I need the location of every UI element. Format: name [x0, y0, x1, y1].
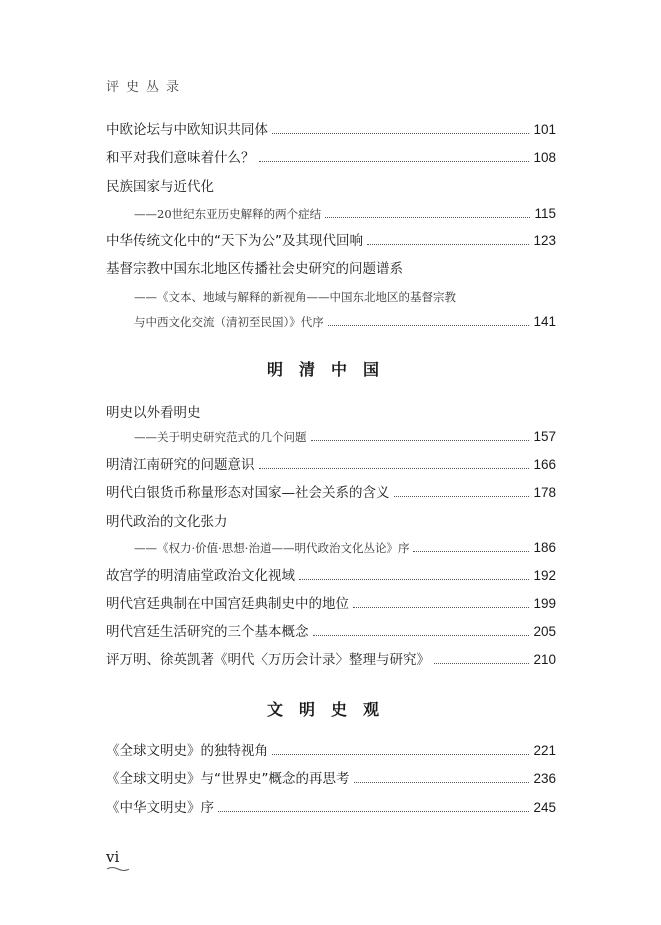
leader-dots: [313, 635, 530, 636]
toc-entry-title: ——《权力·价值·思想·治道——明代政治文化丛论》序: [134, 541, 410, 555]
leader-dots: [325, 217, 530, 218]
toc-entry-page: 108: [533, 150, 556, 165]
toc-entry[interactable]: [106, 769, 556, 789]
leader-dots: [367, 244, 529, 245]
leader-dots: [394, 496, 530, 497]
leader-dots: [353, 607, 529, 608]
toc-entry[interactable]: [106, 622, 556, 642]
toc-entry-title: 民族国家与近代化: [106, 179, 214, 195]
toc-entry-title: 明代宫廷生活研究的三个基本概念: [106, 624, 309, 640]
toc-entry[interactable]: [106, 403, 556, 423]
leader-dots: [311, 440, 530, 441]
toc-entry-title: 明史以外看明史: [106, 405, 201, 421]
leader-dots: [413, 551, 529, 552]
leader-dots: [259, 468, 530, 469]
leader-dots: [354, 782, 530, 783]
leader-dots: [328, 325, 530, 326]
toc-subentry[interactable]: [134, 312, 556, 332]
toc-entry-title: ——20世纪东亚历史解释的两个症结: [134, 207, 322, 221]
leader-dots: [299, 579, 529, 580]
toc-entry-page: 186: [533, 540, 556, 555]
leader-dots: [272, 754, 529, 755]
toc-entry-title: 《全球文明史》的独特视角: [106, 743, 268, 759]
toc-entry[interactable]: [106, 455, 556, 475]
toc-entry-page: 101: [533, 122, 556, 137]
toc-entry-page: 178: [533, 485, 556, 500]
toc-entry-title: 基督宗教中国东北地区传播社会史研究的问题谱系: [106, 261, 403, 277]
toc-entry-title: 和平对我们意味着什么？: [106, 150, 255, 166]
toc-subentry[interactable]: [134, 427, 556, 447]
toc-entry-page: 115: [534, 206, 556, 221]
toc-entry-title: 明代白银货币称量形态对国家—社会关系的含义: [106, 485, 390, 501]
toc-entry-page: 166: [533, 457, 556, 472]
toc-entry[interactable]: [106, 798, 556, 818]
toc-entry[interactable]: [106, 177, 556, 197]
toc-subentry[interactable]: [134, 204, 556, 224]
toc-entry-page: 221: [533, 743, 556, 758]
toc-entry-page: 192: [533, 568, 556, 583]
toc-entry-title: 中华传统文化中的“天下为公”及其现代回响: [106, 233, 363, 249]
toc-entry-title: 中欧论坛与中欧知识共同体: [106, 122, 268, 138]
toc-entry-page: 245: [533, 800, 556, 815]
page-number: vi: [106, 848, 120, 866]
toc-entry-page: 157: [533, 429, 556, 444]
toc-entry[interactable]: [106, 120, 556, 140]
toc-entry-title: 评万明、徐英凯著《明代〈万历会计录〉整理与研究》: [106, 652, 430, 668]
toc-entry-page: 199: [533, 596, 556, 611]
toc-entry-title: ——关于明史研究范式的几个问题: [134, 430, 307, 444]
toc-subentry[interactable]: [134, 538, 556, 558]
toc-entry[interactable]: [106, 259, 556, 279]
toc-entry-title: 明清江南研究的问题意识: [106, 457, 255, 473]
toc-entry[interactable]: [106, 483, 556, 503]
page-number-ornament: [106, 866, 130, 872]
toc-entry[interactable]: [106, 594, 556, 614]
toc-entry[interactable]: [106, 741, 556, 761]
toc-entry-title: ——《文本、地域与解释的新视角——中国东北地区的基督宗教: [134, 290, 456, 304]
toc-entry-page: 236: [533, 771, 556, 786]
leader-dots: [434, 663, 529, 664]
toc-entry[interactable]: [106, 512, 556, 532]
toc-entry-page: 123: [533, 233, 556, 248]
toc-subentry[interactable]: [134, 287, 556, 307]
toc-entry[interactable]: [106, 650, 556, 670]
toc-entry-page: 141: [533, 314, 556, 329]
toc-entry-page: 210: [533, 652, 556, 667]
leader-dots: [259, 161, 530, 162]
toc-entry[interactable]: [106, 566, 556, 586]
toc-entry-page: 205: [533, 624, 556, 639]
toc-entry-title: 《全球文明史》与“世界史”概念的再思考: [106, 771, 350, 787]
toc-entry-title: 明代宫廷典制在中国宫廷典制史中的地位: [106, 596, 349, 612]
toc-entry-title: 《中华文明史》序: [106, 800, 214, 816]
toc-entry[interactable]: [106, 148, 556, 168]
toc-entry[interactable]: [106, 231, 556, 251]
toc-entry-title: 故宫学的明清庙堂政治文化视域: [106, 568, 295, 584]
section-heading: 文明史观: [266, 700, 395, 719]
leader-dots: [218, 811, 529, 812]
running-header: 评史丛录: [106, 80, 187, 95]
leader-dots: [272, 133, 529, 134]
section-heading: 明清中国: [266, 360, 395, 379]
toc-entry-title: 与中西文化交流（清初至民国）》代序: [134, 315, 324, 329]
toc-entry-title: 明代政治的文化张力: [106, 514, 228, 530]
